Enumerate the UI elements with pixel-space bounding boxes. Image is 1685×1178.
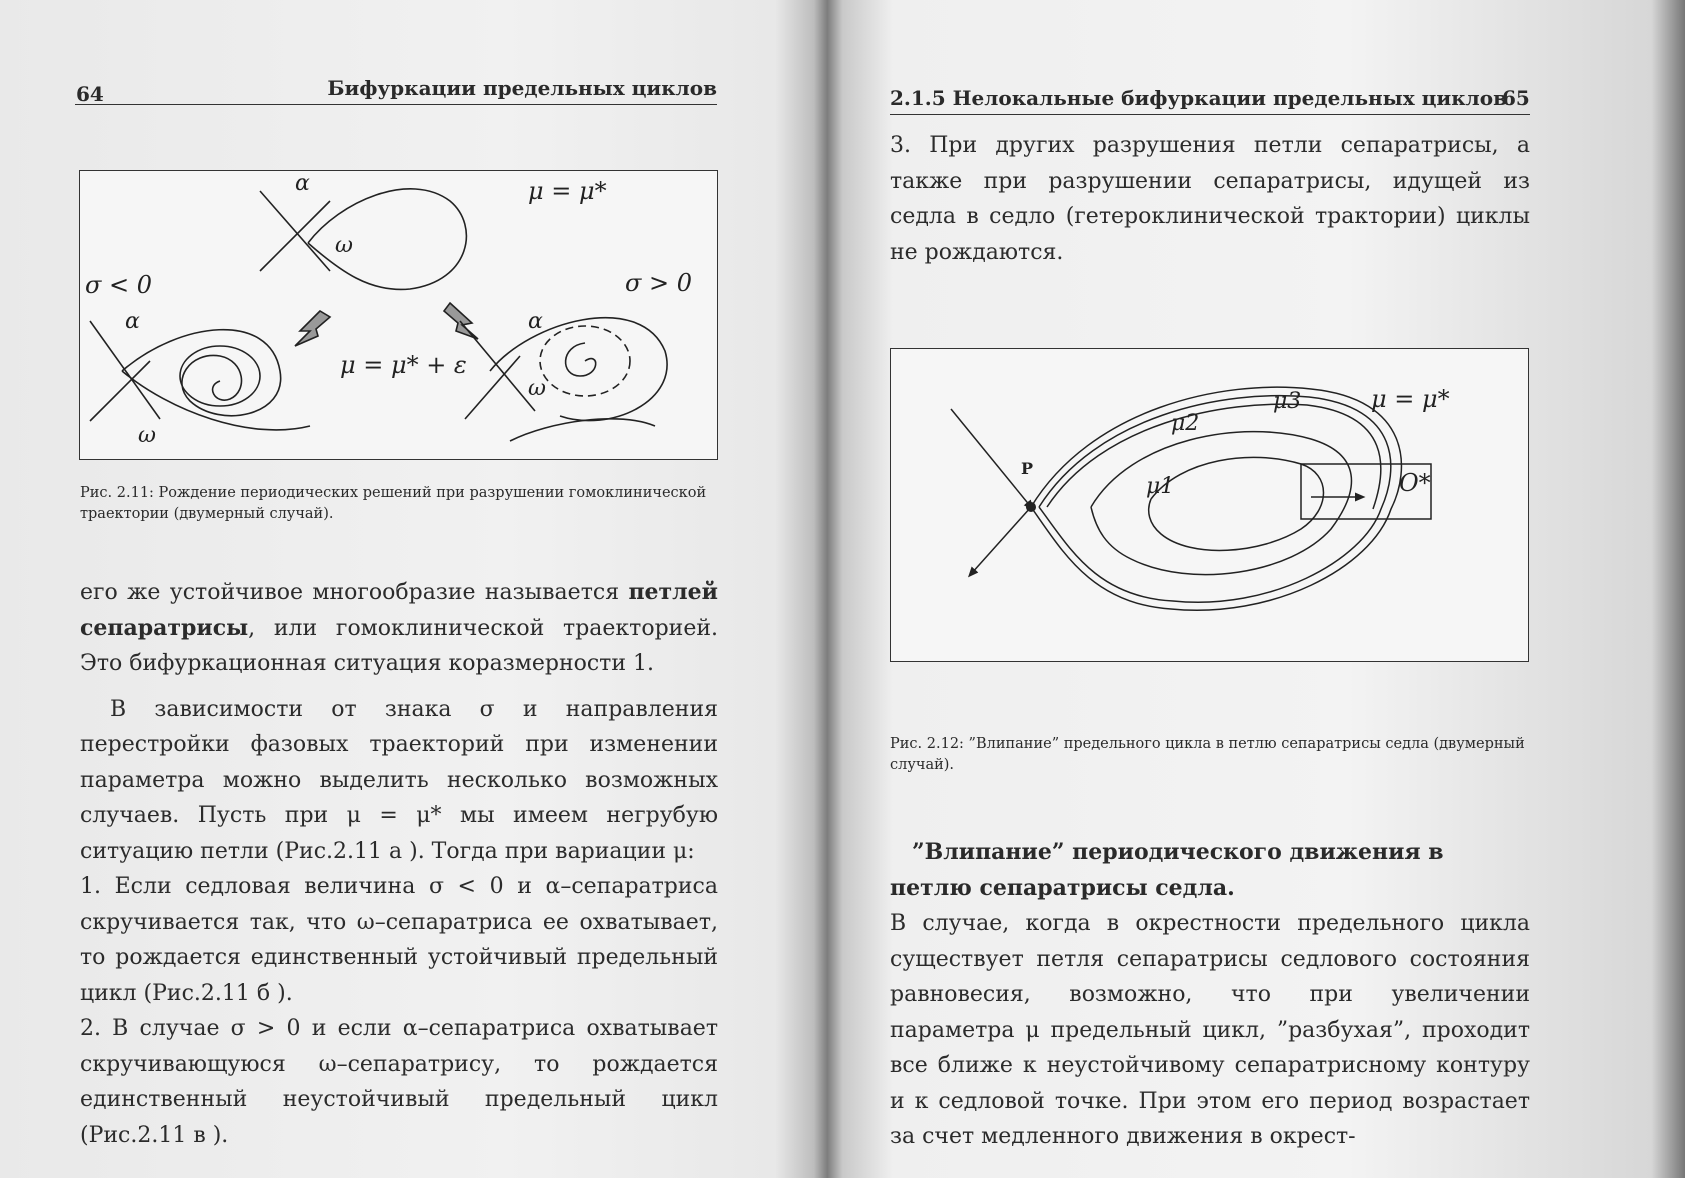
label-omega-top: ω — [335, 233, 353, 258]
paragraph-pre: его же устойчивое многообразие называется — [80, 580, 629, 605]
paragraph: 2. В случае σ > 0 и если α–сепаратриса охватывает скручивающуюся ω–сепаратрису, то рождается единственный неустойчивый предельный цикл (Рис.2.11 в ). — [80, 1016, 718, 1148]
figure-2-11 — [79, 170, 718, 460]
running-head: Бифуркации предельных циклов — [75, 76, 717, 105]
label-mu1: μ1 — [1146, 474, 1175, 499]
running-head: 2.1.5 Нелокальные бифуркации предельных циклов — [890, 86, 1530, 115]
paragraph-post: , или гомоклинической траекторией. Это бифуркационная ситуация коразмерности 1. — [80, 615, 718, 676]
label-alpha-left: α — [125, 309, 140, 334]
label-mu2: μ2 — [1171, 411, 1200, 436]
section-title: ”Влипание” периодического движения в петлю сепаратрисы седла. — [890, 839, 1444, 901]
term-bold: петлей сепаратрисы — [80, 579, 718, 641]
right-intro: 3. При других разрушения петли сепаратрисы, а также при разрушении сепаратрисы, идущей из седла в седло (гетероклинической трактории) циклы не рождаются. — [890, 133, 1530, 265]
figure-2-12 — [890, 348, 1529, 662]
label-alpha-right: α — [528, 309, 543, 334]
right-page — [810, 0, 1685, 1178]
label-mu-top: μ = μ* — [528, 177, 607, 205]
figure-caption: Рис. 2.12: ”Влипание” предельного цикла в петлю сепаратрисы седла (двумерный случай). — [890, 736, 1525, 773]
label-omega-left: ω — [138, 423, 156, 448]
left-body — [80, 575, 718, 1153]
label-mu-star: μ = μ* — [1371, 385, 1450, 413]
figure-2-11-drawing — [80, 171, 717, 459]
label-p: P — [1021, 459, 1034, 478]
label-alpha-top: α — [295, 171, 310, 196]
label-mu-mid: μ = μ* + ε — [340, 351, 467, 379]
page-number: 65 — [1502, 86, 1530, 110]
label-o-star: O* — [1399, 469, 1431, 497]
label-sigma-pos: σ > 0 — [625, 269, 693, 297]
label-mu3: μ3 — [1273, 389, 1302, 414]
label-sigma-neg: σ < 0 — [85, 271, 153, 299]
figure-caption: Рис. 2.11: Рождение периодических решений при разрушении гомоклинической траектории (двумерный случай). — [80, 485, 707, 522]
label-omega-right: ω — [528, 376, 546, 401]
right-body: В случае, когда в окрестности предельного цикла существует петля сепаратрисы седлового состояния равновесия, возможно, что при увеличении параметра μ предельный цикл, ”разбухая”, проходит все ближе к неустойчивому сепаратрисному контуру и к седловой точке. При этом его период возрастает за счет медленного движения в окрест- — [890, 911, 1530, 1149]
paragraph — [80, 575, 718, 682]
paragraph: В зависимости от знака σ и направления перестройки фазовых траекторий при изменении параметра можно выделить несколько возможных случаев. Пусть при μ = μ* мы имеем негрубую ситуацию петли (Рис.2.11 a ). Тогда при вариации μ: — [80, 696, 718, 864]
left-page — [0, 0, 800, 1178]
page-number: 64 — [76, 82, 104, 106]
paragraph: 1. Если седловая величина σ < 0 и α–сепаратриса скручивается так, что ω–сепаратриса ее охватывает, то рождается единственный устойчивый предельный цикл (Рис.2.11 б ). — [80, 874, 718, 1006]
